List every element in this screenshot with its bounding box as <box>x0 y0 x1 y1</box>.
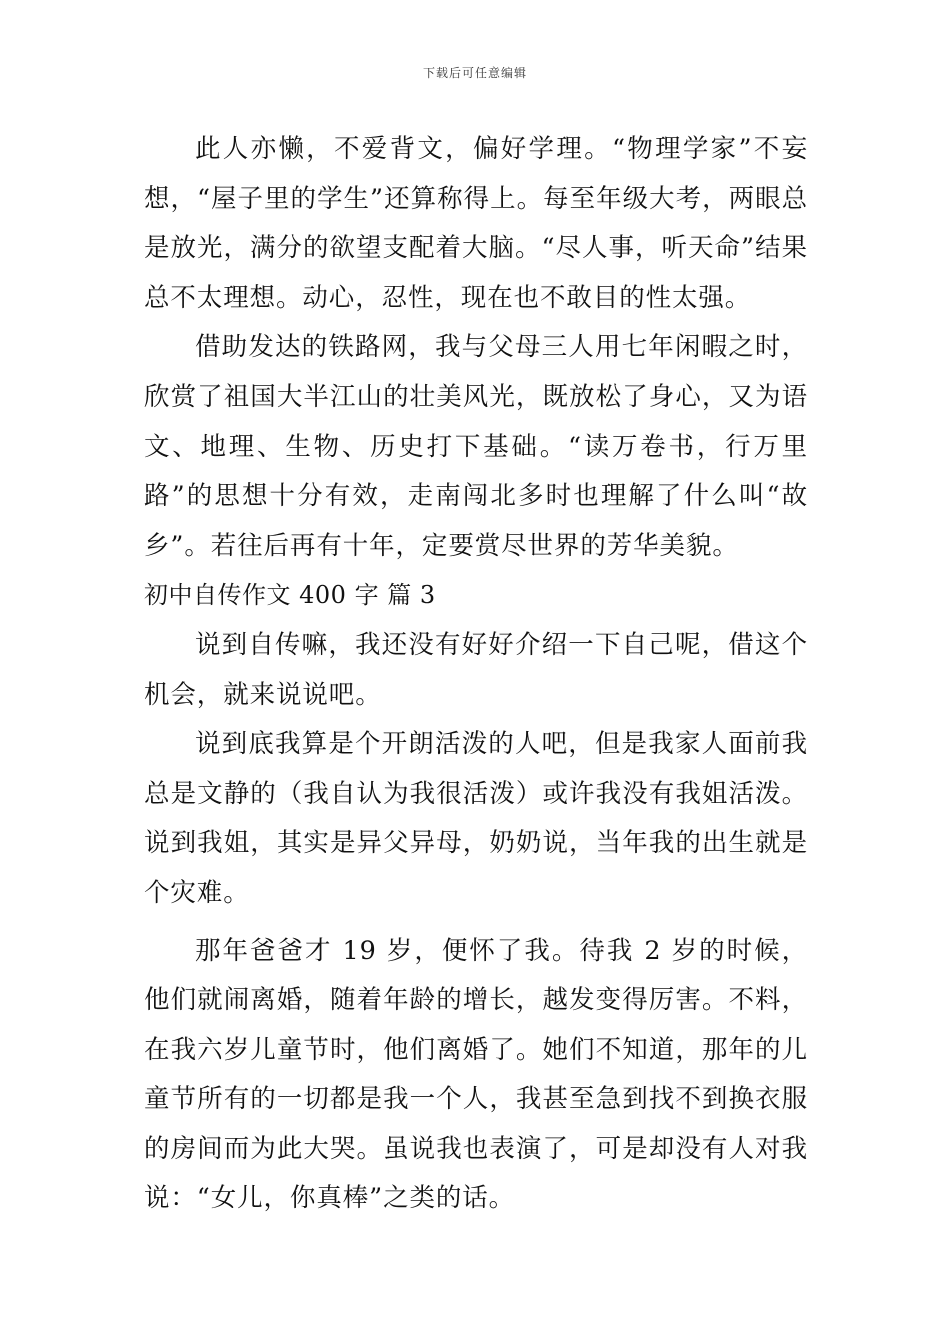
page-header-note: 下载后可任意编辑 <box>422 66 527 80</box>
document-body <box>144 125 808 1224</box>
paragraph-childhood: 那年爸爸才 19 岁，便怀了我。待我 2 岁的时候，他们就闹离婚，随着年龄的增长，越发变得厉害。不料，在我六岁儿童节时，他们离婚了。她们不知道，那年的儿童节所有的一切都是我一个人，我甚至急到找不到换衣服的房间而为此大哭。虽说我也表演了，可是却没有人对我说：“女儿，你真棒”之类的话。 <box>144 935 808 1214</box>
paragraph-study-habits: 此人亦懒，不爱背文，偏好学理。“物理学家”不妄想，“屋子里的学生”还算称得上。每至年级大考，两眼总是放光，满分的欲望支配着大脑。“尽人事，听天命”结果总不太理想。动心，忍性，现在也不敢目的性太强。 <box>144 134 808 313</box>
paragraph-travel: 借助发达的铁路网，我与父母三人用七年闲暇之时，欣赏了祖国大半江山的壮美风光，既放松了身心，又为语文、地理、生物、历史打下基础。“读万卷书，行万里路”的思想十分有效，走南闯北多时也理解了什么叫“故乡”。若往后再有十年，定要赏尽世界的芳华美貌。 <box>144 332 808 561</box>
paragraph-personality: 说到底我算是个开朗活泼的人吧，但是我家人面前我总是文静的（我自认为我很活泼）或许我没有我姐活泼。说到我姐，其实是异父异母，奶奶说，当年我的出生就是个灾难。 <box>144 729 808 908</box>
paragraph-spacer <box>144 919 808 927</box>
paragraph-introduction: 说到自传嘛，我还没有好好介绍一下自己呢，借这个机会，就来说说吧。 <box>144 629 808 710</box>
section-title: 初中自传作文 400 字 篇 3 <box>144 581 436 610</box>
